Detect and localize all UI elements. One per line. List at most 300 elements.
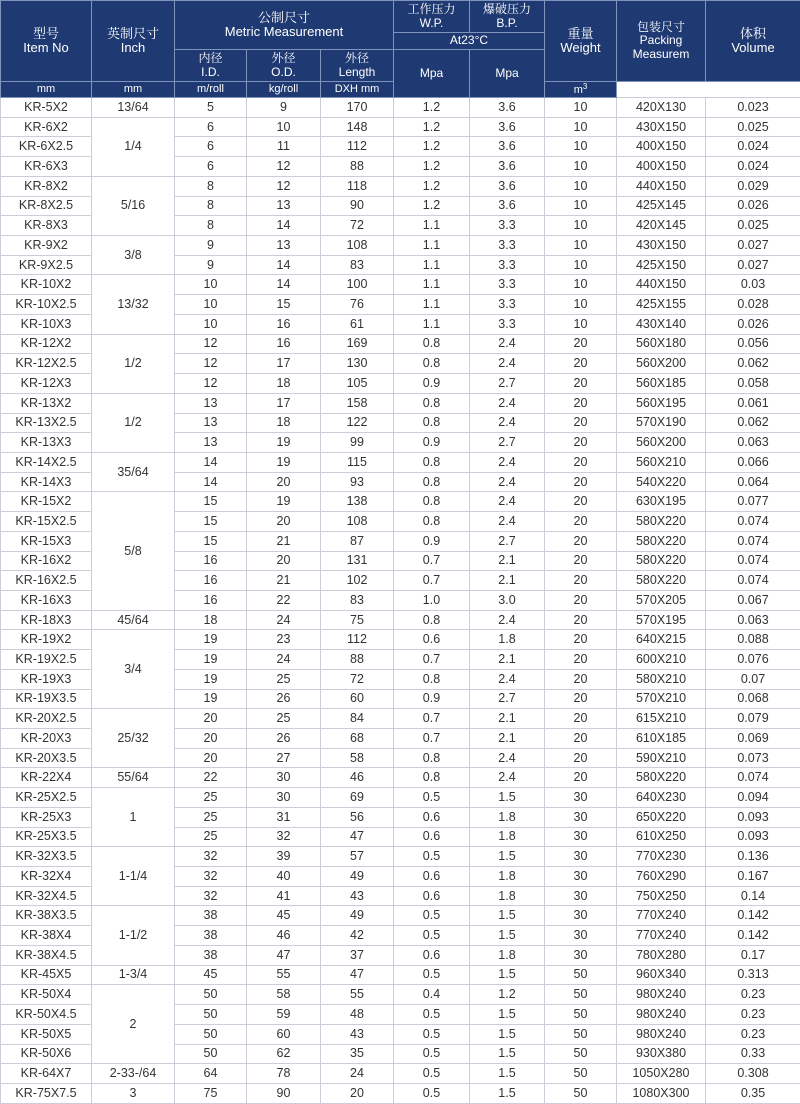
cell-packing: 980X240: [617, 1005, 706, 1025]
cell-bp: 2.4: [470, 413, 545, 433]
cell-length: 100: [321, 275, 394, 295]
cell-volume: 0.167: [706, 867, 800, 887]
cell-weight: 50: [545, 985, 617, 1005]
cell-length: 35: [321, 1044, 394, 1064]
cell-wp: 1.2: [394, 157, 470, 177]
cell-weight: 10: [545, 275, 617, 295]
unit-weight: kg/roll: [247, 82, 321, 98]
cell-packing: 580X220: [617, 551, 706, 571]
cell-wp: 0.9: [394, 531, 470, 551]
cell-id: 5: [175, 98, 247, 118]
cell-item-no: KR-13X2.5: [1, 413, 92, 433]
cell-packing: 640X215: [617, 630, 706, 650]
cell-bp: 2.4: [470, 334, 545, 354]
cell-volume: 0.063: [706, 610, 800, 630]
cell-id: 12: [175, 354, 247, 374]
cell-volume: 0.074: [706, 768, 800, 788]
cell-bp: 3.3: [470, 255, 545, 275]
cell-weight: 50: [545, 1005, 617, 1025]
cell-packing: 770X240: [617, 906, 706, 926]
cell-id: 50: [175, 1005, 247, 1025]
cell-id: 15: [175, 531, 247, 551]
cell-wp: 0.9: [394, 689, 470, 709]
cell-od: 27: [247, 748, 321, 768]
cell-length: 43: [321, 1024, 394, 1044]
cell-length: 118: [321, 176, 394, 196]
cell-inch: 1/2: [92, 393, 175, 452]
cell-weight: 10: [545, 236, 617, 256]
cell-packing: 425X155: [617, 295, 706, 315]
cell-bp: 2.1: [470, 551, 545, 571]
cell-length: 72: [321, 669, 394, 689]
cell-packing: 570X190: [617, 413, 706, 433]
cell-item-no: KR-19X3: [1, 669, 92, 689]
cell-weight: 20: [545, 571, 617, 591]
cell-bp: 1.5: [470, 1083, 545, 1103]
cell-item-no: KR-14X3: [1, 472, 92, 492]
cell-length: 47: [321, 827, 394, 847]
cell-od: 55: [247, 965, 321, 985]
cell-bp: 1.8: [470, 630, 545, 650]
cell-id: 12: [175, 374, 247, 394]
cell-od: 47: [247, 945, 321, 965]
cell-bp: 3.3: [470, 295, 545, 315]
cell-bp: 3.6: [470, 137, 545, 157]
cell-packing: 560X180: [617, 334, 706, 354]
cell-length: 138: [321, 492, 394, 512]
table-row: [1, 788, 800, 808]
cell-packing: 425X145: [617, 196, 706, 216]
cell-od: 12: [247, 157, 321, 177]
cell-volume: 0.062: [706, 413, 800, 433]
cell-weight: 20: [545, 413, 617, 433]
cell-packing: 420X130: [617, 98, 706, 118]
cell-weight: 20: [545, 768, 617, 788]
cell-od: 30: [247, 768, 321, 788]
cell-wp: 0.7: [394, 571, 470, 591]
cell-inch: 13/32: [92, 275, 175, 334]
table-row: [1, 985, 800, 1005]
cell-id: 19: [175, 689, 247, 709]
cell-length: 84: [321, 709, 394, 729]
cell-length: 68: [321, 729, 394, 749]
cell-volume: 0.074: [706, 571, 800, 591]
cell-length: 55: [321, 985, 394, 1005]
cell-packing: 760X290: [617, 867, 706, 887]
cell-length: 20: [321, 1083, 394, 1103]
cell-weight: 20: [545, 729, 617, 749]
cell-packing: 440X150: [617, 275, 706, 295]
cell-volume: 0.026: [706, 196, 800, 216]
table-row: [1, 393, 800, 413]
cell-length: 93: [321, 472, 394, 492]
cell-item-no: KR-75X7.5: [1, 1083, 92, 1103]
cell-packing: 570X210: [617, 689, 706, 709]
cell-id: 15: [175, 492, 247, 512]
cell-wp: 1.2: [394, 196, 470, 216]
cell-length: 108: [321, 236, 394, 256]
cell-inch: 3/4: [92, 630, 175, 709]
cell-volume: 0.066: [706, 452, 800, 472]
cell-bp: 2.4: [470, 669, 545, 689]
cell-weight: 20: [545, 452, 617, 472]
cell-packing: 580X220: [617, 531, 706, 551]
cell-packing: 440X150: [617, 176, 706, 196]
header-temperature: At23°C: [394, 33, 545, 50]
unit-length: m/roll: [175, 82, 247, 98]
cell-length: 87: [321, 531, 394, 551]
cell-wp: 0.5: [394, 926, 470, 946]
cell-length: 112: [321, 630, 394, 650]
cell-wp: 1.2: [394, 176, 470, 196]
cell-length: 24: [321, 1064, 394, 1084]
cell-inch: 35/64: [92, 452, 175, 491]
cell-weight: 20: [545, 669, 617, 689]
cell-id: 25: [175, 827, 247, 847]
cell-bp: 3.6: [470, 176, 545, 196]
cell-packing: 930X380: [617, 1044, 706, 1064]
cell-bp: 2.4: [470, 748, 545, 768]
cell-wp: 0.7: [394, 709, 470, 729]
table-row: [1, 906, 800, 926]
cell-weight: 10: [545, 216, 617, 236]
cell-wp: 0.5: [394, 965, 470, 985]
cell-item-no: KR-25X3.5: [1, 827, 92, 847]
cell-item-no: KR-32X4: [1, 867, 92, 887]
cell-bp: 2.7: [470, 531, 545, 551]
cell-packing: 770X230: [617, 847, 706, 867]
cell-bp: 2.1: [470, 709, 545, 729]
cell-item-no: KR-15X2: [1, 492, 92, 512]
cell-volume: 0.068: [706, 689, 800, 709]
cell-wp: 1.2: [394, 117, 470, 137]
cell-od: 90: [247, 1083, 321, 1103]
cell-volume: 0.062: [706, 354, 800, 374]
cell-bp: 2.4: [470, 610, 545, 630]
cell-id: 14: [175, 452, 247, 472]
cell-od: 21: [247, 571, 321, 591]
cell-id: 8: [175, 196, 247, 216]
cell-id: 22: [175, 768, 247, 788]
cell-wp: 0.8: [394, 610, 470, 630]
cell-volume: 0.14: [706, 886, 800, 906]
cell-wp: 0.8: [394, 334, 470, 354]
cell-wp: 0.8: [394, 413, 470, 433]
cell-bp: 2.4: [470, 472, 545, 492]
cell-length: 83: [321, 590, 394, 610]
cell-item-no: KR-50X5: [1, 1024, 92, 1044]
cell-weight: 20: [545, 354, 617, 374]
cell-weight: 30: [545, 847, 617, 867]
cell-length: 72: [321, 216, 394, 236]
cell-inch: 13/64: [92, 98, 175, 118]
table-row: [1, 176, 800, 196]
cell-item-no: KR-12X3: [1, 374, 92, 394]
cell-weight: 10: [545, 137, 617, 157]
cell-bp: 1.8: [470, 827, 545, 847]
cell-weight: 50: [545, 1044, 617, 1064]
cell-bp: 2.4: [470, 354, 545, 374]
cell-packing: 610X185: [617, 729, 706, 749]
cell-wp: 1.1: [394, 275, 470, 295]
cell-length: 43: [321, 886, 394, 906]
cell-bp: 3.6: [470, 157, 545, 177]
cell-item-no: KR-20X3: [1, 729, 92, 749]
cell-wp: 0.8: [394, 768, 470, 788]
cell-od: 10: [247, 117, 321, 137]
cell-packing: 980X240: [617, 985, 706, 1005]
cell-item-no: KR-6X2: [1, 117, 92, 137]
unit-bp: Mpa: [470, 50, 545, 98]
table-row: [1, 334, 800, 354]
cell-id: 8: [175, 216, 247, 236]
table-row: [1, 1064, 800, 1084]
cell-od: 31: [247, 807, 321, 827]
cell-bp: 1.2: [470, 985, 545, 1005]
cell-wp: 0.8: [394, 669, 470, 689]
cell-wp: 0.5: [394, 1044, 470, 1064]
cell-bp: 3.6: [470, 117, 545, 137]
cell-item-no: KR-32X3.5: [1, 847, 92, 867]
cell-packing: 560X195: [617, 393, 706, 413]
cell-packing: 650X220: [617, 807, 706, 827]
cell-od: 46: [247, 926, 321, 946]
cell-weight: 30: [545, 926, 617, 946]
table-row: [1, 709, 800, 729]
cell-length: 170: [321, 98, 394, 118]
cell-weight: 20: [545, 472, 617, 492]
cell-item-no: KR-19X2: [1, 630, 92, 650]
cell-volume: 0.024: [706, 137, 800, 157]
cell-weight: 30: [545, 886, 617, 906]
cell-length: 76: [321, 295, 394, 315]
cell-bp: 1.5: [470, 788, 545, 808]
cell-weight: 20: [545, 709, 617, 729]
cell-packing: 580X220: [617, 512, 706, 532]
header-bp: 爆破压力 B.P.: [470, 1, 545, 33]
cell-item-no: KR-10X2.5: [1, 295, 92, 315]
cell-volume: 0.03: [706, 275, 800, 295]
cell-weight: 50: [545, 1083, 617, 1103]
cell-item-no: KR-22X4: [1, 768, 92, 788]
cell-weight: 50: [545, 965, 617, 985]
cell-od: 16: [247, 334, 321, 354]
cell-id: 6: [175, 117, 247, 137]
cell-bp: 2.4: [470, 768, 545, 788]
cell-length: 61: [321, 314, 394, 334]
cell-bp: 2.1: [470, 729, 545, 749]
table-row: [1, 847, 800, 867]
cell-od: 24: [247, 610, 321, 630]
cell-volume: 0.074: [706, 551, 800, 571]
cell-length: 115: [321, 452, 394, 472]
cell-weight: 20: [545, 590, 617, 610]
cell-weight: 30: [545, 827, 617, 847]
cell-volume: 0.025: [706, 216, 800, 236]
cell-weight: 20: [545, 512, 617, 532]
cell-weight: 30: [545, 807, 617, 827]
cell-id: 16: [175, 571, 247, 591]
cell-weight: 20: [545, 393, 617, 413]
cell-packing: 615X210: [617, 709, 706, 729]
cell-item-no: KR-20X2.5: [1, 709, 92, 729]
cell-id: 45: [175, 965, 247, 985]
cell-volume: 0.028: [706, 295, 800, 315]
cell-weight: 20: [545, 334, 617, 354]
cell-od: 32: [247, 827, 321, 847]
cell-od: 59: [247, 1005, 321, 1025]
cell-od: 14: [247, 216, 321, 236]
cell-od: 16: [247, 314, 321, 334]
cell-wp: 1.1: [394, 236, 470, 256]
cell-item-no: KR-12X2.5: [1, 354, 92, 374]
cell-length: 60: [321, 689, 394, 709]
header-id: 内径 I.D.: [175, 50, 247, 82]
cell-length: 169: [321, 334, 394, 354]
cell-wp: 1.1: [394, 216, 470, 236]
cell-volume: 0.093: [706, 807, 800, 827]
cell-id: 32: [175, 867, 247, 887]
cell-bp: 2.1: [470, 571, 545, 591]
cell-bp: 1.5: [470, 906, 545, 926]
cell-wp: 0.6: [394, 886, 470, 906]
cell-volume: 0.313: [706, 965, 800, 985]
cell-id: 64: [175, 1064, 247, 1084]
cell-wp: 0.4: [394, 985, 470, 1005]
cell-packing: 430X150: [617, 236, 706, 256]
cell-id: 9: [175, 255, 247, 275]
cell-item-no: KR-25X3: [1, 807, 92, 827]
cell-packing: 610X250: [617, 827, 706, 847]
cell-packing: 580X210: [617, 669, 706, 689]
cell-wp: 0.8: [394, 452, 470, 472]
header-inch: 英制尺寸 Inch: [92, 1, 175, 82]
cell-volume: 0.23: [706, 1024, 800, 1044]
cell-volume: 0.142: [706, 926, 800, 946]
header-metric: 公制尺寸 Metric Measurement: [175, 1, 394, 50]
cell-id: 19: [175, 669, 247, 689]
cell-inch: 45/64: [92, 610, 175, 630]
cell-bp: 3.6: [470, 98, 545, 118]
cell-id: 20: [175, 729, 247, 749]
cell-bp: 1.5: [470, 1005, 545, 1025]
unit-packing: DXH mm: [321, 82, 394, 98]
cell-item-no: KR-14X2.5: [1, 452, 92, 472]
cell-id: 38: [175, 926, 247, 946]
cell-id: 6: [175, 157, 247, 177]
table-body: [1, 98, 800, 1104]
cell-item-no: KR-12X2: [1, 334, 92, 354]
cell-od: 26: [247, 689, 321, 709]
table-row: [1, 1083, 800, 1103]
cell-od: 17: [247, 354, 321, 374]
cell-weight: 10: [545, 117, 617, 137]
cell-wp: 1.2: [394, 137, 470, 157]
cell-bp: 2.4: [470, 492, 545, 512]
cell-item-no: KR-16X2.5: [1, 571, 92, 591]
cell-length: 58: [321, 748, 394, 768]
cell-volume: 0.024: [706, 157, 800, 177]
cell-wp: 0.8: [394, 748, 470, 768]
cell-weight: 30: [545, 867, 617, 887]
cell-od: 13: [247, 196, 321, 216]
cell-length: 57: [321, 847, 394, 867]
cell-length: 69: [321, 788, 394, 808]
cell-od: 25: [247, 669, 321, 689]
cell-packing: 590X210: [617, 748, 706, 768]
cell-od: 19: [247, 492, 321, 512]
table-row: [1, 965, 800, 985]
cell-wp: 0.7: [394, 650, 470, 670]
cell-id: 20: [175, 748, 247, 768]
cell-packing: 580X220: [617, 571, 706, 591]
cell-bp: 2.7: [470, 433, 545, 453]
cell-wp: 0.8: [394, 354, 470, 374]
cell-length: 130: [321, 354, 394, 374]
cell-item-no: KR-10X2: [1, 275, 92, 295]
cell-od: 18: [247, 374, 321, 394]
cell-length: 88: [321, 650, 394, 670]
table-row: [1, 275, 800, 295]
cell-weight: 10: [545, 255, 617, 275]
cell-bp: 2.1: [470, 650, 545, 670]
cell-item-no: KR-50X4: [1, 985, 92, 1005]
cell-bp: 1.8: [470, 807, 545, 827]
cell-volume: 0.069: [706, 729, 800, 749]
table-row: [1, 492, 800, 512]
cell-od: 9: [247, 98, 321, 118]
cell-volume: 0.025: [706, 117, 800, 137]
cell-od: 12: [247, 176, 321, 196]
cell-volume: 0.23: [706, 985, 800, 1005]
cell-bp: 2.7: [470, 374, 545, 394]
cell-weight: 30: [545, 945, 617, 965]
cell-weight: 10: [545, 176, 617, 196]
cell-id: 15: [175, 512, 247, 532]
cell-id: 10: [175, 314, 247, 334]
cell-id: 12: [175, 334, 247, 354]
cell-od: 30: [247, 788, 321, 808]
cell-inch: 3: [92, 1083, 175, 1103]
cell-volume: 0.17: [706, 945, 800, 965]
cell-length: 75: [321, 610, 394, 630]
header-volume: 体积 Volume: [706, 1, 800, 82]
cell-item-no: KR-16X2: [1, 551, 92, 571]
cell-packing: 430X150: [617, 117, 706, 137]
cell-wp: 1.1: [394, 295, 470, 315]
cell-item-no: KR-13X2: [1, 393, 92, 413]
cell-wp: 0.8: [394, 393, 470, 413]
cell-wp: 0.5: [394, 788, 470, 808]
cell-weight: 10: [545, 98, 617, 118]
cell-od: 15: [247, 295, 321, 315]
cell-packing: 960X340: [617, 965, 706, 985]
cell-item-no: KR-9X2: [1, 236, 92, 256]
table-row: [1, 117, 800, 137]
cell-bp: 3.0: [470, 590, 545, 610]
cell-volume: 0.067: [706, 590, 800, 610]
cell-id: 19: [175, 630, 247, 650]
cell-volume: 0.063: [706, 433, 800, 453]
cell-bp: 3.3: [470, 216, 545, 236]
cell-length: 42: [321, 926, 394, 946]
cell-wp: 0.8: [394, 512, 470, 532]
cell-length: 47: [321, 965, 394, 985]
cell-od: 60: [247, 1024, 321, 1044]
cell-wp: 1.1: [394, 314, 470, 334]
cell-packing: 770X240: [617, 926, 706, 946]
cell-packing: 570X195: [617, 610, 706, 630]
